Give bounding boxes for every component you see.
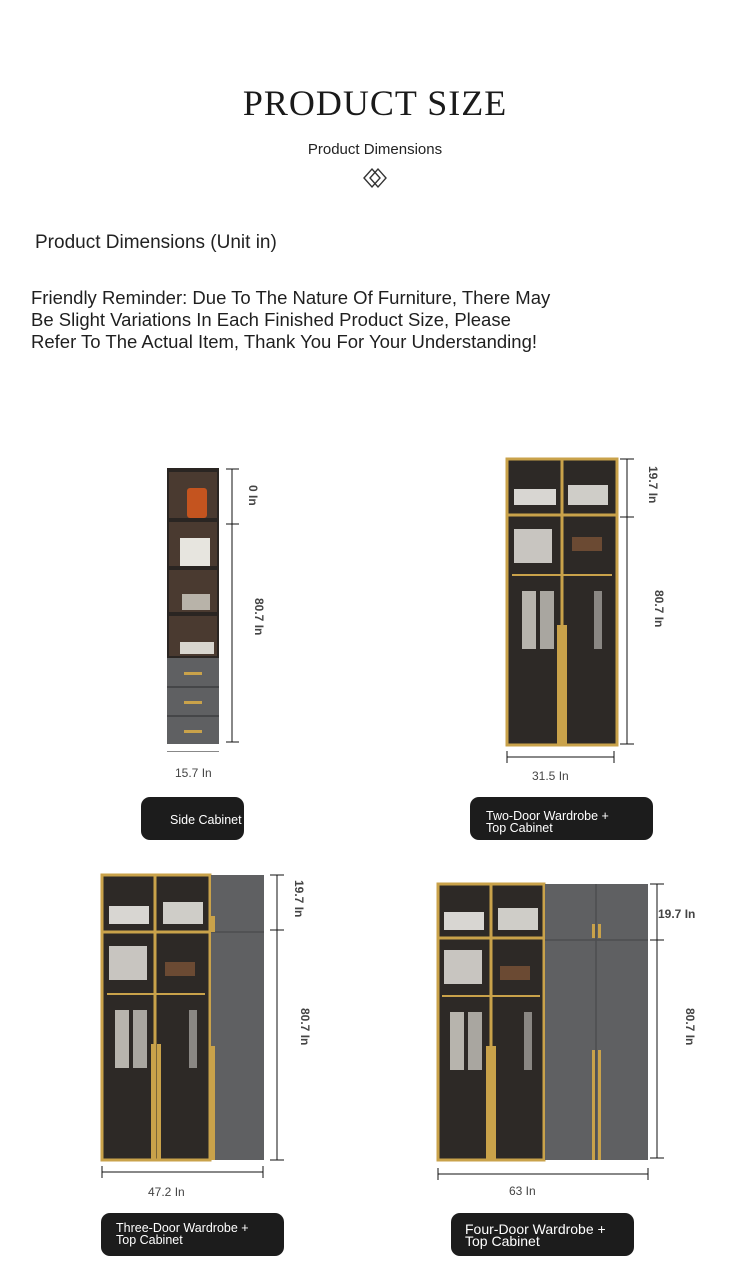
width-label: 31.5 In <box>532 769 569 783</box>
main-height-label: 80.7 In <box>298 1008 312 1046</box>
product-name-pill: Three-Door Wardrobe + Top Cabinet <box>101 1213 284 1256</box>
main-height-label: 80.7 In <box>252 598 266 636</box>
width-label: 47.2 In <box>148 1185 185 1199</box>
product-name-pill: Side Cabinet <box>141 797 244 840</box>
main-height-label: 80.7 In <box>652 590 666 628</box>
width-label: 15.7 In <box>175 766 212 780</box>
top-height-label: 0 In <box>246 485 260 506</box>
friendly-reminder-text: Friendly Reminder: Due To The Nature Of Furniture, There May Be Slight Variations In Each Finished Product Size, Please Refer To The Actual Item, Thank You For Your Understanding! <box>31 287 551 352</box>
width-label: 63 In <box>509 1184 536 1198</box>
page-title: PRODUCT SIZE <box>242 83 508 123</box>
section-heading: Product Dimensions (Unit in) <box>35 232 277 253</box>
three-door-wardrobe-image <box>95 870 295 1182</box>
top-height-label: 19.7 In <box>646 466 660 504</box>
page-subtitle: Product Dimensions <box>307 141 443 158</box>
diamond-ornament-icon <box>361 166 389 190</box>
main-height-label: 80.7 In <box>683 1008 697 1046</box>
top-height-label: 19.7 In <box>292 880 306 918</box>
product-name-pill: Two-Door Wardrobe + Top Cabinet <box>470 797 653 840</box>
product-name-pill: Four-Door Wardrobe + Top Cabinet <box>451 1213 634 1256</box>
top-height-label: 19.7 In <box>658 907 696 921</box>
four-door-wardrobe-image <box>430 878 670 1184</box>
two-door-wardrobe-image <box>500 455 650 765</box>
